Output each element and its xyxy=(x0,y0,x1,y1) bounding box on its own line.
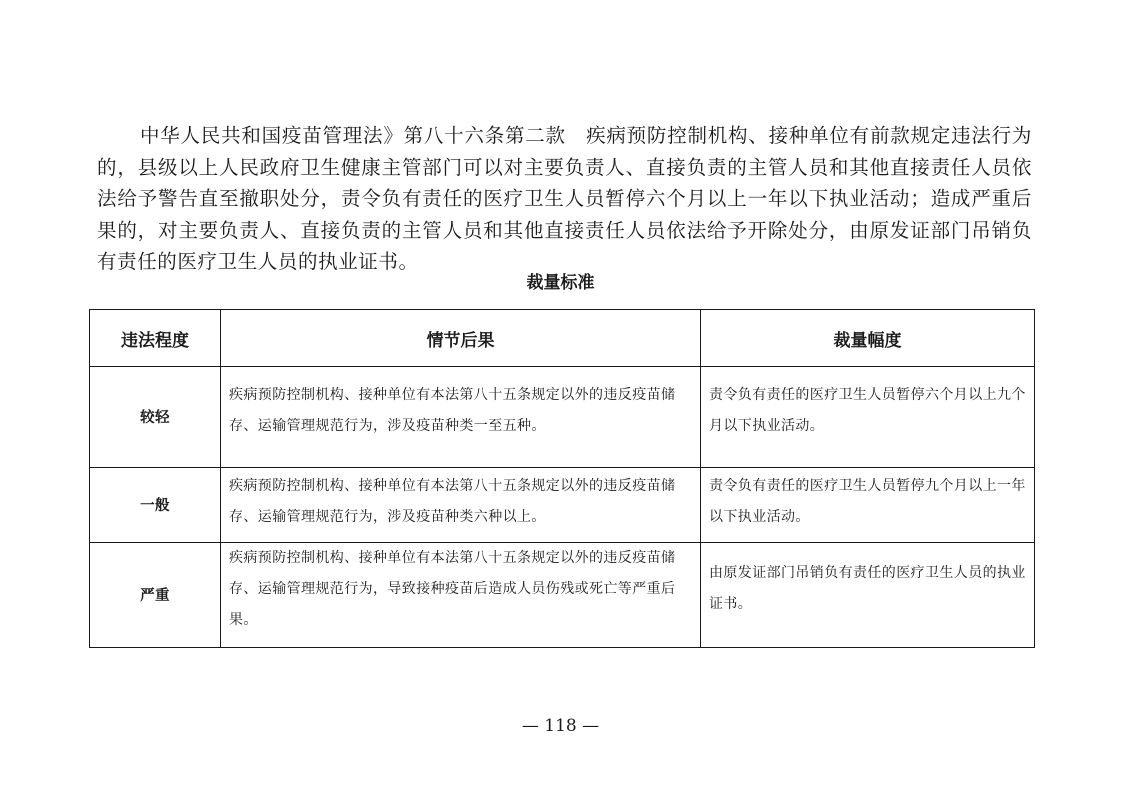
header-circumstances: 情节后果 xyxy=(221,310,701,367)
penalty-cell xyxy=(701,367,1035,468)
discretion-standards-table xyxy=(89,309,1035,648)
circumstances-text: 疾病预防控制机构、接种单位有本法第八十五条规定以外的违反疫苗储存、运输管理规范行为，导致接种疫苗后造成人员伤残或死亡等严重后果。 xyxy=(229,549,676,628)
penalty-text: 由原发证部门吊销负有责任的医疗卫生人员的执业证书。 xyxy=(709,565,1026,612)
circumstances-cell xyxy=(221,468,701,543)
table-row xyxy=(90,468,1035,543)
penalty-text: 责令负有责任的医疗卫生人员暂停九个月以上一年以下执业活动。 xyxy=(709,478,1026,525)
level-cell xyxy=(90,543,221,648)
penalty-cell xyxy=(701,543,1035,648)
level-cell xyxy=(90,468,221,543)
circumstances-text: 疾病预防控制机构、接种单位有本法第八十五条规定以外的违反疫苗储存、运输管理规范行为，涉及疫苗种类一至五种。 xyxy=(229,386,676,434)
table-row xyxy=(90,367,1035,468)
header-penalty-range: 裁量幅度 xyxy=(701,310,1035,367)
intro-paragraph: 中华人民共和国疫苗管理法》第八十六条第二款 疾病预防控制机构、接种单位有前款规定违法行为的，县级以上人民政府卫生健康主管部门可以对主要负责人、直接负责的主管人员和其他直接责任人员依法给予警告直至撤职处分，责令负有责任的医疗卫生人员暂停六个月以上一年以下执业活动；造成严重后果的，对主要负责人、直接负责的主管人员和其他直接责任人员依法给予开除处分，由原发证部门吊销负有责任的医疗卫生人员的执业证书。 xyxy=(97,124,1032,273)
penalty-text: 责令负有责任的医疗卫生人员暂停六个月以上九个月以下执业活动。 xyxy=(709,386,1026,434)
circumstances-cell xyxy=(221,367,701,468)
table-header-row xyxy=(90,310,1035,367)
table-title: 裁量标准 xyxy=(526,273,595,293)
table-row xyxy=(90,543,1035,648)
level-label: 严重 xyxy=(140,586,170,604)
level-label: 一般 xyxy=(140,496,170,514)
page-number: — 118 — xyxy=(521,716,600,736)
header-violation-degree: 违法程度 xyxy=(90,310,221,367)
penalty-cell xyxy=(701,468,1035,543)
circumstances-cell xyxy=(221,543,701,648)
level-cell xyxy=(90,367,221,468)
circumstances-text: 疾病预防控制机构、接种单位有本法第八十五条规定以外的违反疫苗储存、运输管理规范行为，涉及疫苗种类六种以上。 xyxy=(229,478,676,525)
level-label: 较轻 xyxy=(140,408,170,426)
